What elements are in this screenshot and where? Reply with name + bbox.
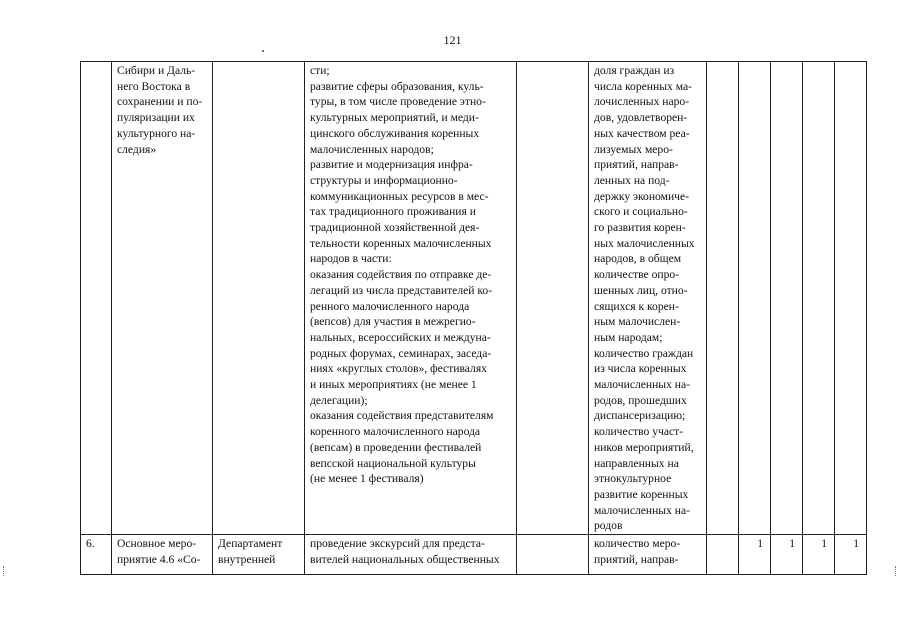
text-line: числа коренных ма- xyxy=(594,79,692,93)
text-line: развитие и модернизация инфра- xyxy=(310,158,473,172)
table-row xyxy=(81,535,867,575)
content-cell xyxy=(305,62,517,535)
text-line: народов в части: xyxy=(310,252,392,266)
value-cell xyxy=(835,62,867,535)
text-line: развитие коренных xyxy=(594,487,689,501)
text-line: тах традиционного проживания и xyxy=(310,205,476,219)
text-line: го развития корен- xyxy=(594,221,686,235)
text-line: родных форумах, семинарах, заседа- xyxy=(310,346,492,360)
indicator-cell xyxy=(589,535,707,575)
text-line: народов, в общем xyxy=(594,252,682,266)
row-number-cell xyxy=(81,62,112,535)
text-line: оказания содействия представителям xyxy=(310,409,494,423)
text-line: родов xyxy=(594,519,623,533)
text-line: количество участ- xyxy=(594,425,684,439)
text-line: сти; xyxy=(310,64,330,77)
text-line: него Востока в xyxy=(117,79,191,93)
text-line: количестве опро- xyxy=(594,268,680,282)
executor-cell xyxy=(213,62,305,535)
text-line: ленных на под- xyxy=(594,173,670,187)
text-line: малочисленных на- xyxy=(594,503,691,517)
text-line: ных малочисленных xyxy=(594,236,695,250)
text-line: культурного на- xyxy=(117,126,196,140)
text-line: (вепсам) в проведении фестивалей xyxy=(310,440,482,454)
row-number-cell: 6. xyxy=(81,535,112,575)
text-line: малочисленных на- xyxy=(594,378,691,392)
table-row xyxy=(81,62,867,535)
text-line: тельности коренных малочисленных xyxy=(310,236,492,250)
text-line: легаций из числа представителей ко- xyxy=(310,283,493,297)
text-line: традиционной хозяйственной дея- xyxy=(310,221,480,235)
text-line: количество граждан xyxy=(594,346,694,360)
empty-cell xyxy=(707,535,739,575)
text-line: коммуникационных ресурсов в мес- xyxy=(310,189,489,203)
text-line: цинского обслуживания коренных xyxy=(310,126,480,140)
text-line: держку экономиче- xyxy=(594,189,689,203)
text-line: ным народам; xyxy=(594,330,663,344)
text-line: вителей национальных общественных xyxy=(310,552,500,566)
text-line: туры, в том числе проведение этно- xyxy=(310,95,486,109)
text-line: вепсской национальной культуры xyxy=(310,456,476,470)
text-line: родов, прошедших xyxy=(594,393,687,407)
text-line: развитие сферы образования, куль- xyxy=(310,79,484,93)
value-cell xyxy=(739,62,771,535)
text-line: делегации); xyxy=(310,393,368,407)
text-line: (вепсов) для участия в межрегио- xyxy=(310,315,476,329)
text-line: Основное меро- xyxy=(117,537,197,551)
value-cell xyxy=(771,62,803,535)
text-line: (не менее 1 фестиваля) xyxy=(310,472,424,486)
text-line: оказания содействия по отправке де- xyxy=(310,268,492,282)
text-line: приятий, направ- xyxy=(594,552,679,566)
activity-name-cell xyxy=(112,62,213,535)
text-line: Департамент xyxy=(218,537,283,551)
text-line: шенных лиц, отно- xyxy=(594,283,688,297)
text-line: и иных мероприятиях (не менее 1 xyxy=(310,378,477,392)
scan-edge-mark xyxy=(3,566,6,576)
text-line: количество меро- xyxy=(594,537,681,551)
value-cell: 1 xyxy=(835,535,867,575)
text-line: ных качеством реа- xyxy=(594,126,690,140)
empty-cell xyxy=(517,535,589,575)
value-cell: 1 xyxy=(771,535,803,575)
text-line: Сибири и Даль- xyxy=(117,64,196,77)
text-line: нальных, всероссийских и междуна- xyxy=(310,330,491,344)
text-line: пуляризации их xyxy=(117,111,195,125)
scan-edge-mark xyxy=(895,566,898,576)
text-line: лизуемых меро- xyxy=(594,142,673,156)
text-line: приятий, направ- xyxy=(594,158,679,172)
value-cell: 1 xyxy=(739,535,771,575)
text-line: сохранении и по- xyxy=(117,95,203,109)
text-line: сящихся к корен- xyxy=(594,299,679,313)
text-line: следия» xyxy=(117,142,157,156)
content-cell xyxy=(305,535,517,575)
text-line: из числа коренных xyxy=(594,362,687,376)
value-cell xyxy=(803,62,835,535)
text-line: ников мероприятий, xyxy=(594,440,694,454)
text-line: проведение экскурсий для предста- xyxy=(310,537,485,551)
text-line: ниях «круглых столов», фестивалях xyxy=(310,362,487,376)
empty-cell xyxy=(517,62,589,535)
value-cell: 1 xyxy=(803,535,835,575)
text-line: коренного малочисленного народа xyxy=(310,425,481,439)
activity-name-cell xyxy=(112,535,213,575)
text-line: внутренней xyxy=(218,552,276,566)
text-line: дов, удовлетворен- xyxy=(594,111,688,125)
text-line: приятие 4.6 «Со- xyxy=(117,552,201,566)
text-line: культурных мероприятий, и меди- xyxy=(310,111,479,125)
text-line: малочисленных народов; xyxy=(310,142,434,156)
page-number: 121 xyxy=(443,33,462,47)
executor-cell xyxy=(213,535,305,575)
text-line: ным малочислен- xyxy=(594,315,681,329)
text-line: ренного малочисленного народа xyxy=(310,299,470,313)
empty-cell xyxy=(707,62,739,535)
text-line: доля граждан из xyxy=(594,64,675,77)
text-line: диспансеризацию; xyxy=(594,409,686,423)
scan-speck xyxy=(262,50,264,52)
text-line: ского и социально- xyxy=(594,205,688,219)
text-line: этнокультурное xyxy=(594,472,672,486)
program-table xyxy=(80,61,867,575)
indicator-cell xyxy=(589,62,707,535)
text-line: лочисленных наро- xyxy=(594,95,690,109)
text-line: структуры и информационно- xyxy=(310,173,458,187)
text-line: направленных на xyxy=(594,456,679,470)
